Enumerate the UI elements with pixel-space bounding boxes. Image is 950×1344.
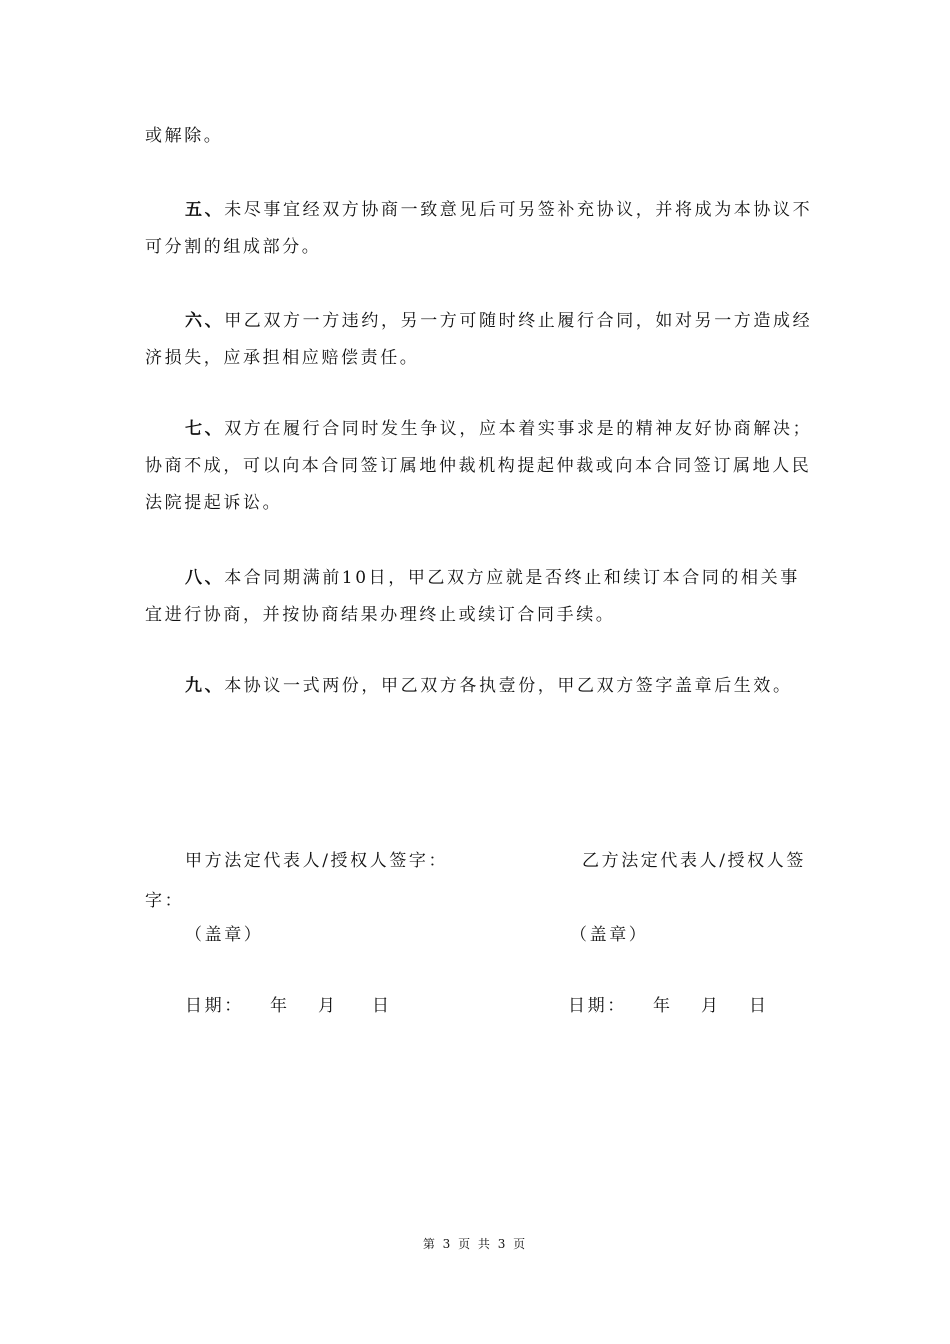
date-year: 年: [270, 996, 290, 1016]
clause-number: 七、: [185, 419, 225, 439]
clause-7: [145, 411, 815, 522]
party-a-date: [185, 988, 392, 1025]
date-month: 月: [318, 996, 338, 1016]
party-b-signature-label: 乙方法定代表人/授权人签: [582, 851, 806, 871]
date-label: 日期：: [568, 996, 627, 1016]
page-footer: 第 3 页 共 3 页: [422, 1237, 528, 1251]
clause-number: 六、: [185, 311, 225, 331]
party-b-signature-label-wrap: 字：: [145, 891, 185, 911]
clause-text: 双方在履行合同时发生争议，应本着实事求是的精神友好协商解决；协商不成，可以向本合同签订属地仲裁机构提起仲裁或向本合同签订属地人民法院提起诉讼。: [145, 419, 813, 513]
party-a-seal: （盖章）: [185, 925, 264, 945]
clause-text: 本合同期满前10日，甲乙双方应就是否终止和续订本合同的相关事宜进行协商，并按协商结果办理终止或续订合同手续。: [145, 568, 800, 625]
date-day: 日: [372, 996, 392, 1016]
party-a-signature-label: 甲方法定代表人/授权人签字：: [185, 851, 449, 871]
clause-text: 本协议一式两份，甲乙双方各执壹份，甲乙双方签字盖章后生效。: [224, 676, 793, 696]
clause-number: 八、: [185, 568, 225, 588]
date-label: 日期：: [185, 996, 244, 1016]
paragraph-continuation: [145, 118, 815, 155]
clause-6: [145, 303, 815, 377]
clause-text: 甲乙双方一方违约，另一方可随时终止履行合同，如对另一方造成经济损失，应承担相应赔偿责任。: [145, 311, 813, 368]
party-b-date: [568, 988, 769, 1025]
clause-9: [145, 668, 815, 705]
clause-8: [145, 560, 815, 634]
party-b-seal: （盖章）: [570, 925, 649, 945]
clause-5: [145, 192, 815, 266]
date-day: 日: [749, 996, 769, 1016]
clause-number: 五、: [185, 200, 225, 220]
clause-number: 九、: [185, 676, 225, 696]
date-month: 月: [701, 996, 721, 1016]
date-year: 年: [653, 996, 673, 1016]
continuation-text: 或解除。: [145, 126, 224, 146]
clause-text: 未尽事宜经双方协商一致意见后可另签补充协议，并将成为本协议不可分割的组成部分。: [145, 200, 813, 257]
